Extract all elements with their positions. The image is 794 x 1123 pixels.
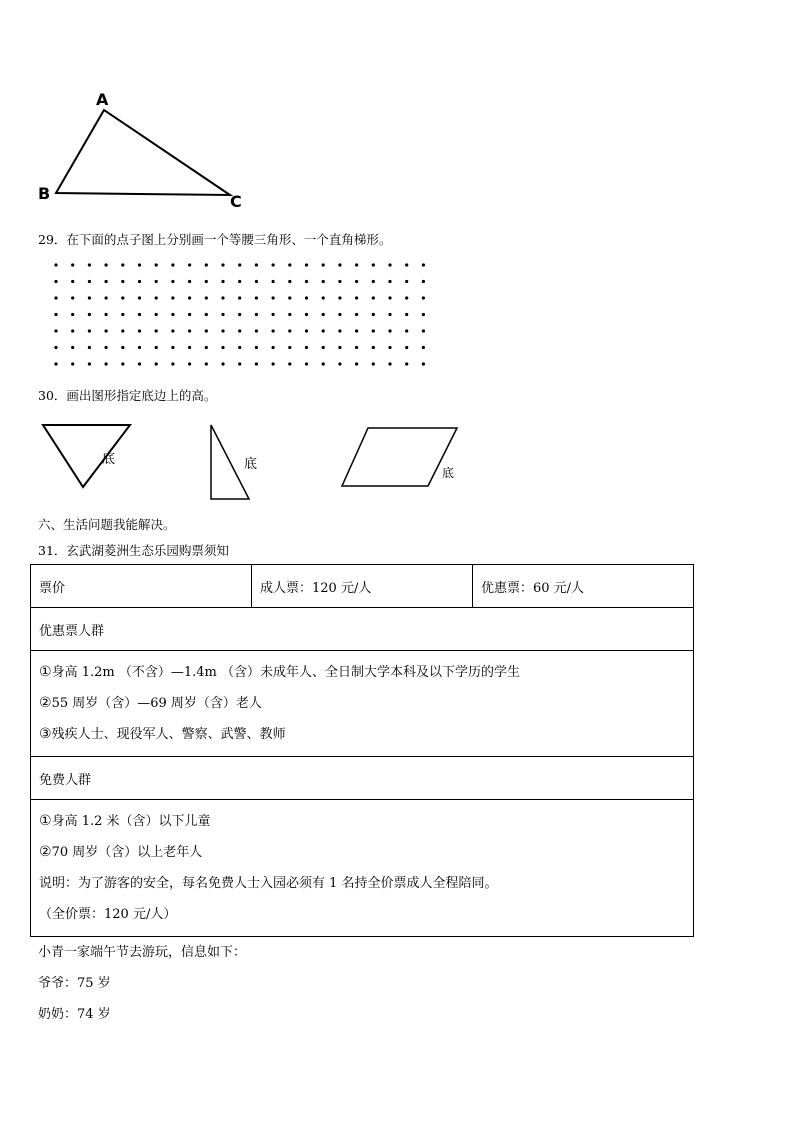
grid-dot bbox=[305, 263, 308, 266]
parallelogram-base-label: 底 bbox=[442, 466, 455, 480]
triangle-abc-figure bbox=[30, 85, 260, 215]
grid-dot bbox=[171, 329, 174, 332]
family-intro: 小青一家端午节去游玩，信息如下： bbox=[38, 945, 247, 960]
grid-dot bbox=[138, 346, 141, 349]
grid-dot bbox=[372, 313, 375, 316]
grid-dot bbox=[188, 329, 191, 332]
grid-dot bbox=[305, 346, 308, 349]
price-label: 票价 bbox=[39, 580, 66, 596]
grid-dot bbox=[372, 346, 375, 349]
discount-items-cell bbox=[31, 651, 694, 757]
grid-dot bbox=[272, 280, 275, 283]
grid-dot bbox=[155, 313, 158, 316]
grid-dot bbox=[355, 296, 358, 299]
grid-dot bbox=[221, 346, 224, 349]
grid-dot bbox=[288, 329, 291, 332]
vertex-label-c: C bbox=[230, 192, 242, 211]
grid-dot bbox=[305, 362, 308, 365]
discount-item-text: 55 周岁（含）—69 周岁（含）老人 bbox=[51, 696, 262, 711]
grid-dot bbox=[88, 329, 91, 332]
grid-dot bbox=[205, 329, 208, 332]
dot-grid[interactable] bbox=[40, 255, 440, 370]
grid-dot bbox=[71, 313, 74, 316]
free-group-title-cell bbox=[31, 757, 694, 800]
discount-price-cell bbox=[473, 565, 694, 608]
grid-dot bbox=[288, 263, 291, 266]
discount-item bbox=[39, 719, 685, 750]
question-29-text: 29．在下面的点子图上分别画一个等腰三角形、一个直角梯形。 bbox=[38, 232, 392, 247]
grid-dot bbox=[422, 362, 425, 365]
grid-dot bbox=[221, 329, 224, 332]
grid-dot bbox=[338, 329, 341, 332]
grid-dot bbox=[322, 313, 325, 316]
discount-title-row bbox=[31, 608, 694, 651]
right-triangle-base-label: 底 bbox=[244, 457, 258, 472]
grid-dot bbox=[138, 263, 141, 266]
grid-dot bbox=[155, 346, 158, 349]
grid-dot bbox=[221, 362, 224, 365]
grid-dot bbox=[121, 280, 124, 283]
grid-dot bbox=[105, 313, 108, 316]
grid-dot bbox=[238, 263, 241, 266]
ticket-info-table bbox=[30, 564, 694, 937]
grid-dot bbox=[121, 362, 124, 365]
grid-dot bbox=[422, 346, 425, 349]
family-member-grandpa: 爷爷：75 岁 bbox=[38, 976, 111, 991]
free-group-title: 免费人群 bbox=[39, 772, 92, 788]
discount-item bbox=[39, 688, 685, 719]
grid-dot bbox=[338, 362, 341, 365]
grid-dot bbox=[205, 346, 208, 349]
inverted-triangle-shape bbox=[43, 425, 130, 487]
grid-dot bbox=[372, 280, 375, 283]
grid-dot bbox=[71, 296, 74, 299]
grid-dot bbox=[54, 346, 57, 349]
grid-dot bbox=[255, 296, 258, 299]
grid-dot bbox=[155, 280, 158, 283]
grid-dot bbox=[138, 280, 141, 283]
grid-dot bbox=[388, 329, 391, 332]
grid-dot bbox=[238, 362, 241, 365]
grid-dot bbox=[388, 362, 391, 365]
section-6-title: 六、生活问题我能解决。 bbox=[38, 517, 176, 532]
grid-dot bbox=[388, 280, 391, 283]
grid-dot bbox=[305, 313, 308, 316]
grid-dot bbox=[171, 280, 174, 283]
parallelogram-shape bbox=[342, 428, 457, 486]
discount-group-title-cell bbox=[31, 608, 694, 651]
grid-dot bbox=[305, 329, 308, 332]
free-title-row bbox=[31, 757, 694, 800]
grid-dot bbox=[272, 296, 275, 299]
grid-dot bbox=[422, 313, 425, 316]
list-marker: ① bbox=[39, 813, 52, 829]
grid-dot bbox=[171, 296, 174, 299]
grid-dot bbox=[171, 362, 174, 365]
grid-dot bbox=[355, 263, 358, 266]
grid-dot bbox=[372, 263, 375, 266]
grid-dot bbox=[155, 362, 158, 365]
grid-dot bbox=[188, 346, 191, 349]
grid-dot bbox=[54, 280, 57, 283]
grid-dot bbox=[372, 296, 375, 299]
grid-dot bbox=[355, 313, 358, 316]
grid-dot bbox=[188, 296, 191, 299]
grid-dot bbox=[288, 346, 291, 349]
grid-dot bbox=[88, 280, 91, 283]
grid-dot bbox=[288, 362, 291, 365]
grid-dot bbox=[355, 280, 358, 283]
vertex-label-a: A bbox=[96, 90, 109, 109]
grid-dot bbox=[88, 346, 91, 349]
free-item-text: 身高 1.2 米（含）以下儿童 bbox=[51, 814, 211, 829]
list-marker: ① bbox=[39, 664, 52, 680]
grid-dot bbox=[288, 296, 291, 299]
grid-dot bbox=[322, 296, 325, 299]
family-member-grandma: 奶奶：74 岁 bbox=[38, 1007, 111, 1022]
grid-dot bbox=[322, 280, 325, 283]
grid-dot bbox=[138, 313, 141, 316]
grid-dot bbox=[121, 329, 124, 332]
grid-dot bbox=[338, 263, 341, 266]
grid-dot bbox=[255, 346, 258, 349]
grid-dot bbox=[338, 346, 341, 349]
grid-dot bbox=[422, 296, 425, 299]
grid-dot bbox=[388, 263, 391, 266]
grid-dot bbox=[188, 263, 191, 266]
grid-dot bbox=[205, 313, 208, 316]
full-price-note: （全价票：120 元/人） bbox=[39, 907, 177, 922]
price-label-cell bbox=[31, 565, 252, 608]
grid-dot bbox=[272, 346, 275, 349]
grid-dot bbox=[338, 296, 341, 299]
grid-dot bbox=[322, 346, 325, 349]
grid-dot bbox=[238, 329, 241, 332]
free-item-text: 70 周岁（含）以上老年人 bbox=[51, 845, 203, 860]
grid-dot bbox=[288, 313, 291, 316]
grid-dot bbox=[372, 329, 375, 332]
grid-dot bbox=[54, 329, 57, 332]
vertex-label-b: B bbox=[38, 184, 51, 203]
grid-dot bbox=[355, 346, 358, 349]
grid-dot bbox=[221, 263, 224, 266]
free-item bbox=[39, 806, 685, 837]
grid-dot bbox=[255, 280, 258, 283]
grid-dot bbox=[388, 296, 391, 299]
grid-dot bbox=[272, 313, 275, 316]
grid-dot bbox=[238, 313, 241, 316]
grid-dot bbox=[205, 263, 208, 266]
triangle-abc bbox=[56, 110, 230, 195]
grid-dot bbox=[88, 296, 91, 299]
grid-dot bbox=[88, 263, 91, 266]
grid-dot bbox=[272, 362, 275, 365]
grid-dot bbox=[238, 280, 241, 283]
free-item bbox=[39, 837, 685, 868]
grid-dot bbox=[405, 263, 408, 266]
grid-dot bbox=[305, 296, 308, 299]
grid-dot bbox=[188, 362, 191, 365]
grid-dot bbox=[138, 296, 141, 299]
grid-dot bbox=[171, 346, 174, 349]
grid-dot bbox=[388, 313, 391, 316]
note-text: 说明：为了游客的安全，每名免费人士入园必须有 1 名持全价票成人全程陪同。 bbox=[39, 876, 498, 891]
grid-dot bbox=[238, 296, 241, 299]
grid-dot bbox=[338, 313, 341, 316]
grid-dot bbox=[171, 263, 174, 266]
grid-dot bbox=[138, 362, 141, 365]
grid-dot bbox=[188, 280, 191, 283]
grid-dot bbox=[405, 346, 408, 349]
grid-dot bbox=[322, 263, 325, 266]
discount-item-text: 身高 1.2m （不含）—1.4m （含）未成年人、全日制大学本科及以下学历的学生 bbox=[51, 665, 520, 680]
grid-dot bbox=[372, 362, 375, 365]
grid-dot bbox=[405, 329, 408, 332]
grid-dot bbox=[121, 313, 124, 316]
grid-dot bbox=[255, 313, 258, 316]
grid-dot bbox=[355, 362, 358, 365]
grid-dot bbox=[188, 313, 191, 316]
grid-dot bbox=[221, 280, 224, 283]
grid-dot bbox=[388, 346, 391, 349]
discount-group-title: 优惠票人群 bbox=[39, 623, 105, 639]
grid-dot bbox=[105, 346, 108, 349]
grid-dot bbox=[305, 280, 308, 283]
grid-dot bbox=[205, 296, 208, 299]
grid-dot bbox=[205, 362, 208, 365]
grid-dot bbox=[88, 313, 91, 316]
grid-dot bbox=[54, 263, 57, 266]
discount-items-row bbox=[31, 651, 694, 757]
free-items-row bbox=[31, 800, 694, 937]
grid-dot bbox=[121, 296, 124, 299]
grid-dot bbox=[255, 362, 258, 365]
grid-dot bbox=[71, 263, 74, 266]
grid-dot bbox=[288, 280, 291, 283]
grid-dot bbox=[71, 346, 74, 349]
triangle-base-label: 底 bbox=[102, 452, 116, 467]
grid-dot bbox=[272, 263, 275, 266]
grid-dot bbox=[405, 296, 408, 299]
discount-item-text: 残疾人士、现役军人、警察、武警、教师 bbox=[51, 727, 286, 742]
grid-dot bbox=[121, 263, 124, 266]
list-marker: ② bbox=[39, 695, 52, 711]
grid-dot bbox=[255, 263, 258, 266]
grid-dot bbox=[155, 296, 158, 299]
grid-dot bbox=[422, 263, 425, 266]
grid-dot bbox=[54, 313, 57, 316]
grid-dot bbox=[221, 296, 224, 299]
grid-dot bbox=[205, 280, 208, 283]
grid-dot bbox=[88, 362, 91, 365]
grid-dot bbox=[138, 329, 141, 332]
grid-dot bbox=[171, 313, 174, 316]
grid-dot bbox=[71, 329, 74, 332]
grid-dot bbox=[422, 329, 425, 332]
grid-dot bbox=[121, 346, 124, 349]
list-marker: ② bbox=[39, 844, 52, 860]
grid-dot bbox=[105, 280, 108, 283]
grid-dot bbox=[338, 280, 341, 283]
grid-dot bbox=[71, 280, 74, 283]
adult-price: 成人票：120 元/人 bbox=[260, 580, 372, 596]
grid-dot bbox=[405, 362, 408, 365]
grid-dot bbox=[238, 346, 241, 349]
grid-dot bbox=[105, 362, 108, 365]
grid-dot bbox=[405, 280, 408, 283]
question-30-text: 30．画出图形指定底边上的高。 bbox=[38, 388, 217, 403]
list-marker: ③ bbox=[39, 726, 52, 742]
grid-dot bbox=[155, 263, 158, 266]
grid-dot bbox=[54, 296, 57, 299]
grid-dot bbox=[71, 362, 74, 365]
grid-dot bbox=[221, 313, 224, 316]
grid-dot bbox=[54, 362, 57, 365]
grid-dot bbox=[105, 296, 108, 299]
grid-dot bbox=[155, 329, 158, 332]
adult-price-cell bbox=[252, 565, 473, 608]
grid-dot bbox=[405, 313, 408, 316]
grid-dot bbox=[355, 329, 358, 332]
grid-dot bbox=[422, 280, 425, 283]
grid-dot bbox=[105, 329, 108, 332]
price-row bbox=[31, 565, 694, 608]
grid-dot bbox=[322, 362, 325, 365]
question-30-figures bbox=[30, 415, 480, 510]
grid-dot bbox=[105, 263, 108, 266]
discount-price: 优惠票：60 元/人 bbox=[481, 580, 585, 596]
question-31-title: 31．玄武湖菱洲生态乐园购票须知 bbox=[38, 543, 229, 558]
grid-dot bbox=[272, 329, 275, 332]
grid-dot bbox=[255, 329, 258, 332]
grid-dot bbox=[322, 329, 325, 332]
discount-item bbox=[39, 657, 685, 688]
free-items-cell bbox=[31, 800, 694, 937]
